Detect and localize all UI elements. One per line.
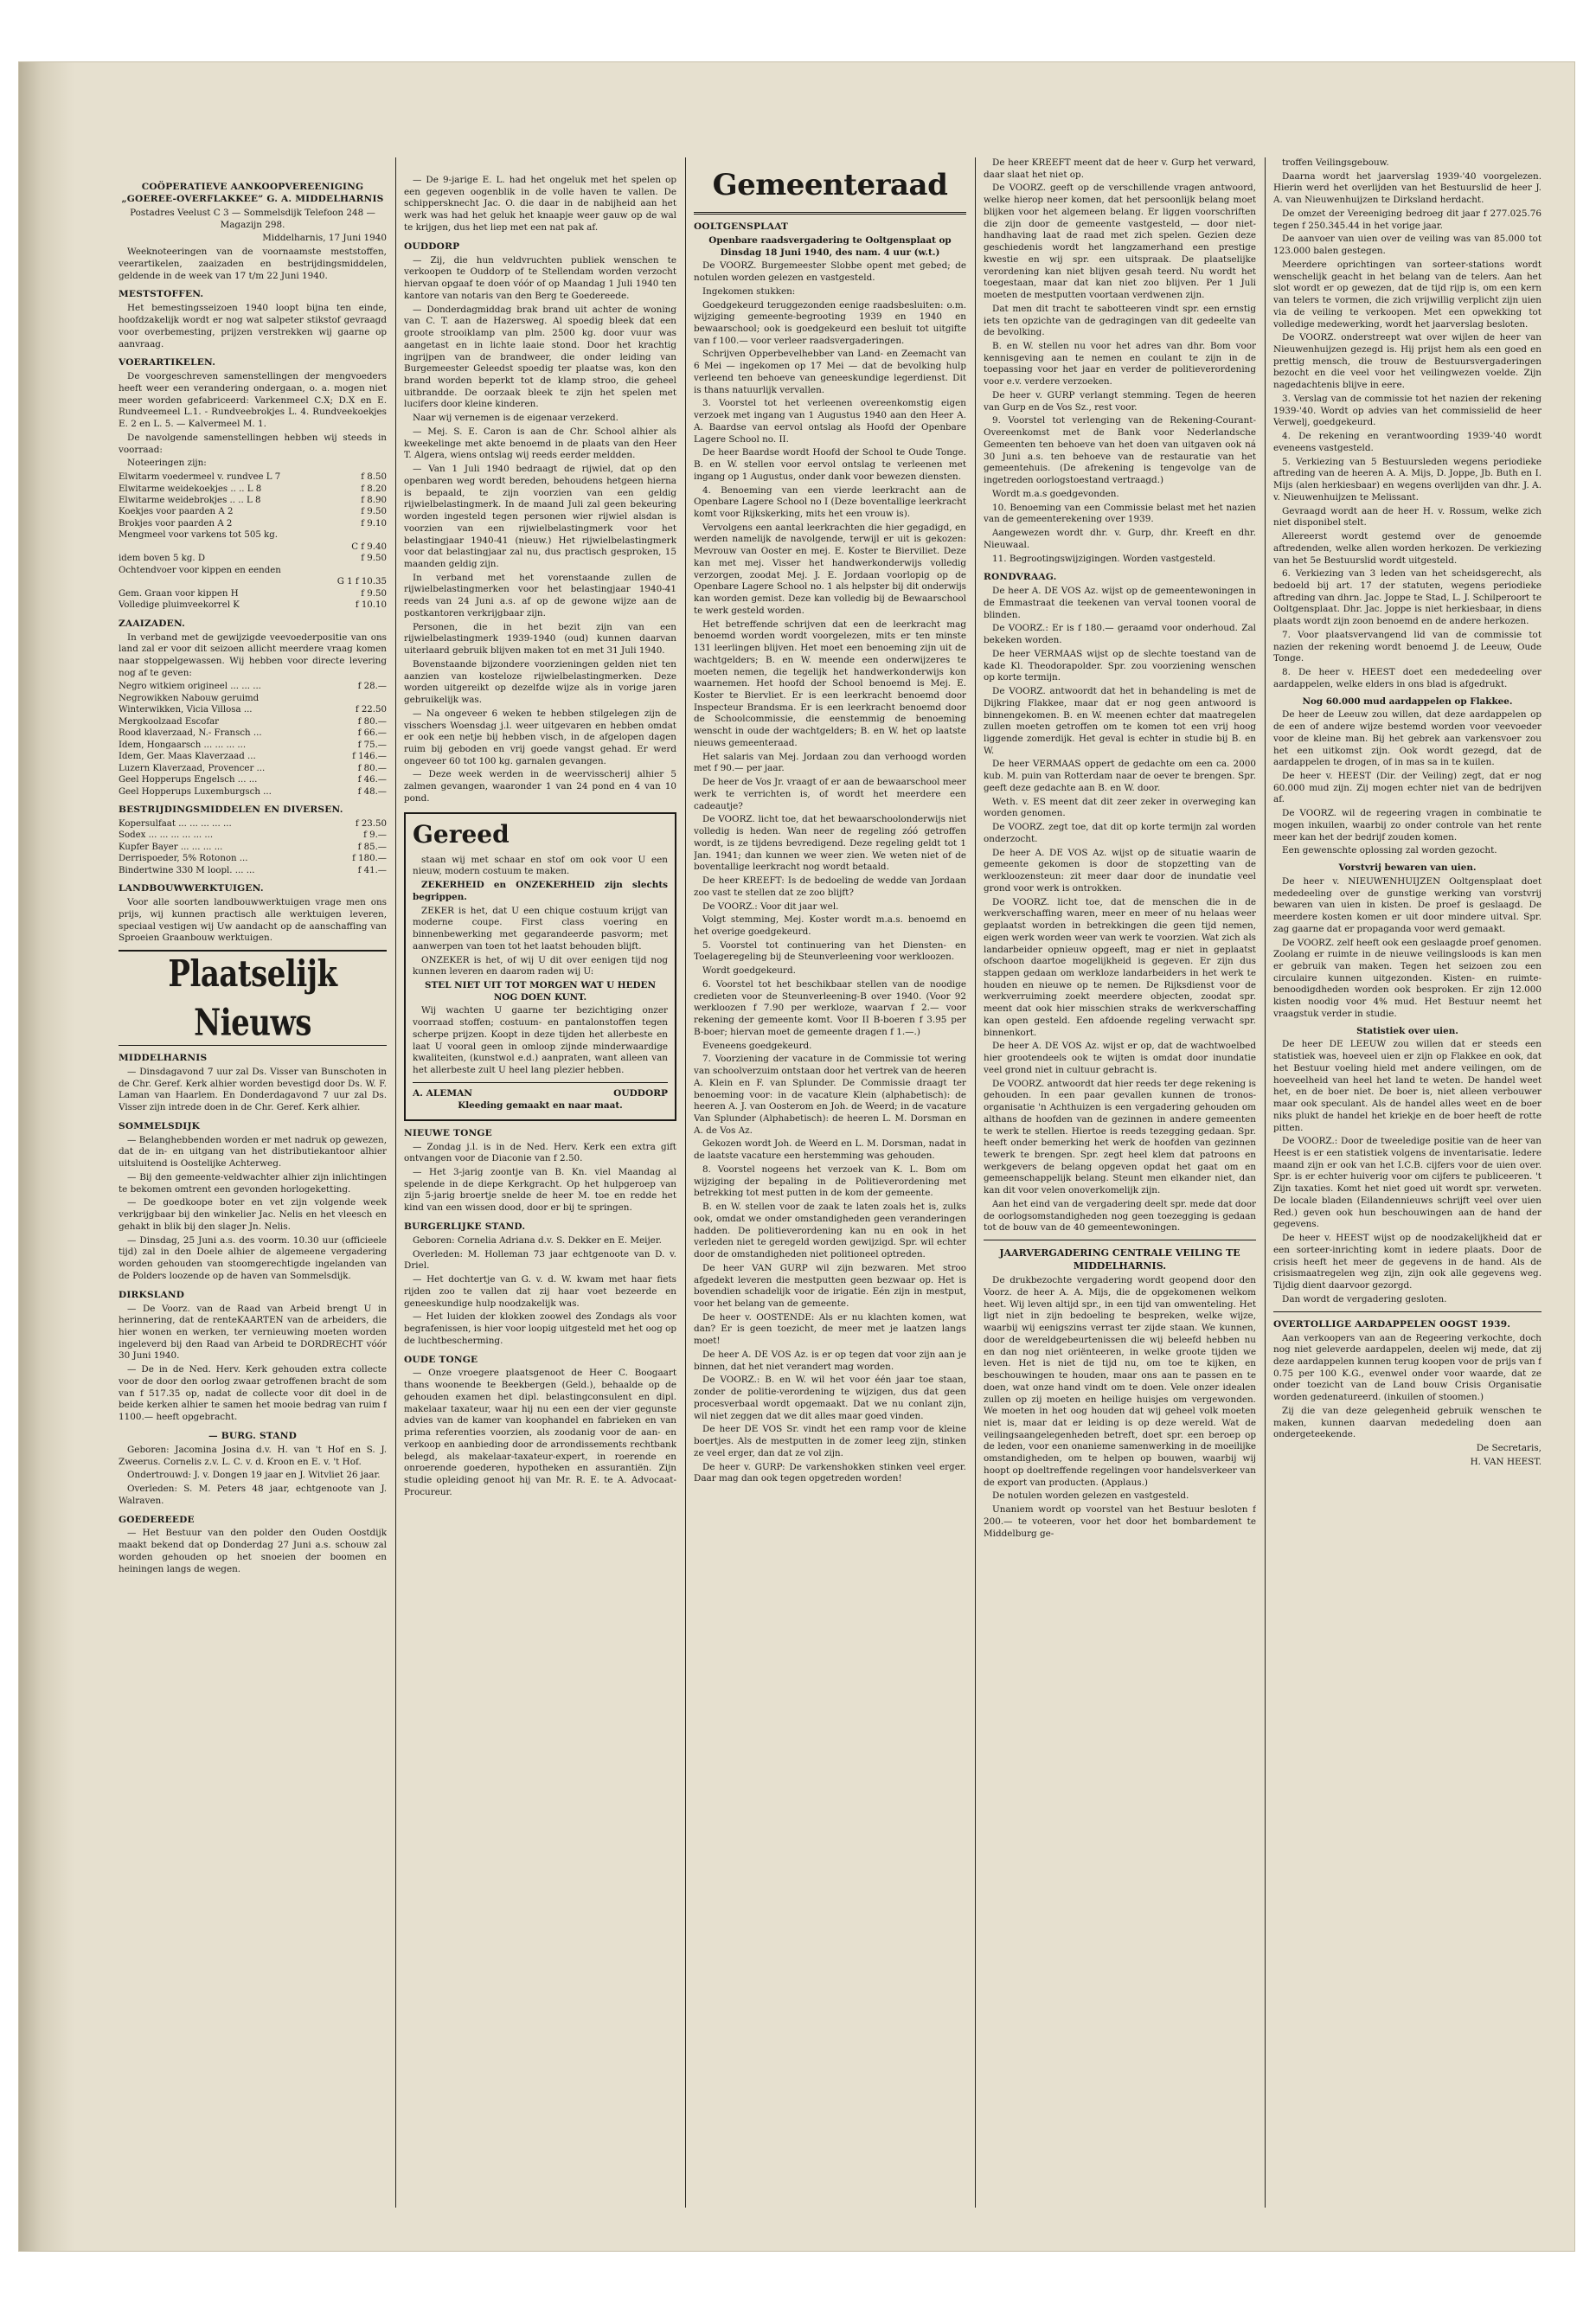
paragraph: 10. Benoeming van een Commissie belast met het nazien van de gemeenterekening over 1939. bbox=[984, 502, 1256, 525]
paragraph: — Dinsdagavond 7 uur zal Ds. Visser van Bunschoten in de Chr. Geref. Kerk alhier worden bevestigd door Ds. W. F. Laman van Haarlem. En Donderdagavond 7 uur zal Ds. Visser zijn intrede doen in de Chr. Geref. Kerk alhier. bbox=[119, 1066, 387, 1113]
price-item: Mergkoolzaad Escofar bbox=[119, 716, 220, 727]
price-value bbox=[324, 529, 387, 541]
paragraph: In verband met de gewijzigde veevoederpositie van ons land zal er voor dit seizoen allicht meerdere vraag komen naar stoppelgewassen. Wij hebben voor directe levering nog af te geven: bbox=[119, 631, 387, 678]
section-heading: ZAAIZADEN. bbox=[119, 618, 186, 629]
price-row bbox=[119, 506, 387, 517]
paragraph: Allereerst wordt gestemd over de genoemde aftredenden, welke allen worden herkozen. De verkiezing van het 5e Bestuurslid wordt uitgesteld. bbox=[1273, 531, 1542, 566]
price-value: f 9.— bbox=[363, 830, 387, 841]
price-table-zaai bbox=[119, 681, 387, 798]
section-heading: MIDDELHARNIS bbox=[119, 1052, 208, 1063]
price-row bbox=[119, 553, 387, 564]
paragraph: De VOORZ.: Door de tweeledige positie van de heer van Heest is er een statistiek volgens de inventarisatie. Iedere maand zijn er ook van het I.C.B. cijfers voor de uien over. Spr. is er echter huiverig voor om cijfers te publiceeren. 't Zijn taxaties. Komt het niet goed uit wordt spr. verweten. De locale bladen (Eilandennieuws schrijft veel over uien Red.) geven ook hun beschouwingen aan de hand der gegevens. bbox=[1273, 1136, 1542, 1230]
price-table-voer bbox=[119, 471, 387, 611]
price-value: f 48.— bbox=[357, 786, 387, 797]
paragraph: Noteeringen zijn: bbox=[127, 458, 207, 469]
paragraph: De heer KREEFT: Is de bedoeling de wedde van Jordaan zoo vast te stellen dat ze zoo blijft? bbox=[694, 875, 966, 898]
paragraph: De VOORZ. onderstreept wat over wijlen de heer van Nieuwenhuijzen gezegd is. Hij prijst hem als een goed en prettig mensch, die trouw de Bestuursvergaderingen bezocht en die veel voor het veilingwezen voelde. Zijn nagedachtenis blijve in eere. bbox=[1273, 332, 1542, 391]
signature-name: H. VAN HEEST. bbox=[1470, 1456, 1542, 1467]
paragraph: — De Voorz. van de Raad van Arbeid brengt U in herinnering, dat de renteKAARTEN van de arbeiders, die hier wonen en werken, ter vernieuwing moeten worden ingeleverd bij den Raad van Arbeid te DORDRECHT vóór 30 Juni 1940. bbox=[119, 1303, 387, 1362]
plaatselijk-nieuws-heading: Plaatselijk Nieuws bbox=[168, 952, 337, 1045]
paragraph: Ingekomen stukken: bbox=[702, 285, 796, 297]
paragraph: De heer Baardse wordt Hoofd der School te Oude Tonge. B. en W. stellen voor eervol ontslag te verleenen met ingang op 1 Augustus, onder dank voor bewezen diensten. bbox=[694, 447, 966, 482]
price-table-bestr bbox=[119, 818, 387, 876]
paragraph: — Belanghebbenden worden er met nadruk op gewezen, dat de in- en uitgang van het distributiekantoor alhier uitsluitend is Oostelijke Achterweg. bbox=[119, 1134, 387, 1170]
paragraph: Een gewenschte oplossing zal worden gezocht. bbox=[1282, 845, 1497, 856]
section-heading: OVERTOLLIGE AARDAPPELEN OOGST 1939. bbox=[1273, 1318, 1511, 1330]
ad-paragraph: STEL NIET UIT TOT MORGEN WAT U HEDEN NOG DOEN KUNT. bbox=[425, 979, 656, 1003]
paragraph: De notulen worden gelezen en vastgesteld. bbox=[992, 1490, 1189, 1502]
ad-advertiser: A. ALEMAN bbox=[413, 1087, 472, 1099]
price-row bbox=[119, 740, 387, 751]
price-item bbox=[119, 576, 324, 587]
price-item: Idem, Ger. Maas Klaverzaad ... bbox=[119, 752, 256, 762]
column-3 bbox=[694, 157, 966, 2234]
paragraph: Het salaris van Mej. Jordaan zou dan verhoogd worden met f 90.— per jaar. bbox=[694, 751, 966, 774]
subheading: Vorstvrij bewaren van uien. bbox=[1338, 862, 1477, 874]
price-row bbox=[119, 727, 387, 739]
paragraph: Geboren: Jacomina Josina d.v. H. van 't Hof en S. J. Zweerus. Cornelis z.v. L. C. v. d. Kroon en E. v. 't Hof. bbox=[119, 1444, 387, 1467]
paragraph: 6. Verkiezing van 3 leden van het scheidsgerecht, als bedoeld bij art. 17 der statuten, wegens periodieke aftreding van dhrn. Jac. Joppe te Stad, L. J. Schilperoort te Ooltgensplaat. Dhr. Jac. Joppe is niet herkiesbaar, in diens plaats wordt zijn zoon benoemd en de andere herkozen. bbox=[1273, 568, 1542, 627]
price-item: Luzern Klaverzaad, Provencer ... bbox=[119, 763, 266, 773]
paragraph: Daarna wordt het jaarverslag 1939-'40 voorgelezen. Hierin werd het overlijden van het Bestuurslid de heer J. A. van Nieuwenhuijzen te Dirksland herdacht. bbox=[1273, 170, 1542, 206]
paragraph: Het betreffende schrijven dat een de leerkracht mag benoemd worden wordt voorgelezen, mits er ten minste 131 leerlingen blijven. Het moet een benoeming zijn uit de wachtgelders; B. en W. meende een onderwijzeres te moeten nemen, die tegelijk het handwerkonderwijs kon waarnemen. Het hoofd der School benoemd is Mej. E. Koster te Biervliet. Er is een leerkracht benoemd door Inspecteur Brandsma. Er is een leerkracht benoemd door de Schoolcommissie, die eenstemmig de benoeming wenscht in oude der wachtgelders; B. en W. het op laatste nieuws gemeenteraad. bbox=[694, 619, 966, 748]
paragraph: De VOORZ.: Voor dit jaar wel. bbox=[702, 901, 839, 912]
column-1 bbox=[119, 175, 387, 2234]
price-item: Elwitarme weidebrokjes .. .. L 8 bbox=[119, 496, 261, 505]
paragraph: — Deze week werden in de weervisscherij alhier 5 zalmen gevangen, waaronder 1 van 24 pond en 4 van 10 pond. bbox=[404, 769, 676, 804]
paragraph: — Dinsdag, 25 Juni a.s. des voorm. 10.30 uur (officieele tijd) zal in den Doele alhier de algemeene vergadering worden gehouden van stoomgerechtigde ingelanden van de Polders loozende op de haven van Sommelsdijk. bbox=[119, 1234, 387, 1281]
price-item: Brokjes voor paarden A 2 bbox=[119, 518, 233, 529]
paragraph: Ondertrouwd: J. v. Dongen 19 jaar en J. Witvliet 26 jaar. bbox=[127, 1470, 381, 1481]
paragraph: Dat men dit tracht te sabotteeren vindt spr. een ernstig iets ten opzichte van de gedragingen van dit gedeelte van de bevolking. bbox=[984, 303, 1256, 338]
paragraph: 8. Voorstel nogeens het verzoek van K. L. Bom om wijziging der bepaling in de Politieverordening met betrekking tot mest putten in de kom der gemeente. bbox=[694, 1163, 966, 1199]
price-item bbox=[119, 542, 324, 553]
paragraph: Eveneens goedgekeurd. bbox=[702, 1040, 812, 1051]
paragraph: Overleden: S. M. Peters 48 jaar, echtgenoote van J. Walraven. bbox=[119, 1484, 387, 1506]
paragraph: De heer KREEFT meent dat de heer v. Gurp het verward, daar slaat het niet op. bbox=[984, 157, 1256, 180]
price-value: f 85.— bbox=[357, 842, 387, 852]
price-row bbox=[119, 704, 387, 715]
section-heading: VOERARTIKELEN. bbox=[119, 357, 216, 369]
price-item: Elwitarme weidekoekjes .. .. L 8 bbox=[119, 484, 262, 494]
price-item: Negrowikken Nabouw geruimd bbox=[119, 693, 260, 703]
price-value: f 80.— bbox=[357, 763, 387, 773]
paragraph: De heer A. DE VOS Az. is er op tegen dat voor zijn aan je binnen, dat het niet verandert mag worden. bbox=[694, 1349, 966, 1372]
paragraph: — Het 3-jarig zoontje van B. Kn. viel Maandag al spelende in de diepe Kerkgracht. Op het hulpgeroep van zijn 5-jarig broertje snelde de heer M. toe en redde het kind van een wissen dood, door er bij te springen. bbox=[404, 1167, 676, 1214]
signature-title: De Secretaris, bbox=[1476, 1443, 1542, 1454]
paragraph: De heer A. DE VOS Az. wijst op de gemeentewoningen in de Emmastraat die teekenen van verval toonen vooral de blinden. bbox=[984, 586, 1256, 620]
paragraph: De aanvoer van uien over de veiling was van 85.000 tot 123.000 balen gestegen. bbox=[1273, 234, 1542, 257]
paragraph: Personen, die in het bezit zijn van een rijwielbelastingmerk 1939-1940 (oud) kunnen daarvan uiterlaard gebruik blijven maken tot en met 31 Juli 1940. bbox=[404, 621, 676, 657]
price-row bbox=[119, 786, 387, 798]
section-heading: OUDE TONGE bbox=[404, 1354, 478, 1365]
binding-gutter bbox=[19, 62, 74, 2251]
paragraph: De VOORZ.: Er is f 180.— geraamd voor onderhoud. Zal bekeken worden. bbox=[984, 623, 1256, 646]
paragraph: — Bij den gemeente-veldwachter alhier zijn inlichtingen te bekomen omtrent een gevonden horlogeketting. bbox=[119, 1171, 387, 1195]
price-value: f 22.50 bbox=[355, 705, 387, 715]
price-row bbox=[119, 588, 387, 599]
paragraph: De VOORZ.: B. en W. wil het voor één jaar toe staan, zonder de politie-verordening te wijzigen, dus dat geen procesverbaal wordt opgemaakt. Dat we nu conlant zijn, wil niet zeggen dat we dit alles maar goed vinden. bbox=[694, 1375, 966, 1421]
paragraph: De VOORZ. antwoordt dat het in behandeling is met de Dijkring Flakkee, maar dat er nog geen antwoord is binnengekomen. B. en W. meenen echter dat maatregelen zullen moeten getroffen om te komen tot een vrij hoog liggende zomerdijk. Het geval is echter in studie bij B. en W. bbox=[984, 686, 1256, 756]
paragraph: 3. Voorstel tot het verleenen overeenkomstig eigen verzoek met ingang van 1 Augustus 1940 aan den Heer A. A. Baardse van eervol ontslag als Hoofd der Openbare Lagere School no. II. bbox=[694, 398, 966, 445]
ad-footer bbox=[413, 1088, 668, 1100]
price-value: f 80.— bbox=[357, 716, 387, 727]
paragraph: Aan het eind van de vergadering deelt spr. mede dat door de oorlogsomstandigheden nog geen toezegging is gedaan tot de bouw van de 40 gemeentewoningen. bbox=[984, 1198, 1256, 1234]
paragraph: In verband met het vorenstaande zullen de rijwielbelastingmerken voor het belastingjaar 1940-41 reeds van 24 Juni a.s. af op de gewone wijze aan de postkantoren verkrijgbaar zijn. bbox=[404, 572, 676, 619]
column-rule bbox=[395, 157, 396, 2208]
section-heading: BURGERLIJKE STAND. bbox=[404, 1221, 526, 1232]
paragraph: Geboren: Cornelia Adriana d.v. S. Dekker en E. Meijer. bbox=[413, 1234, 662, 1246]
column-2 bbox=[404, 175, 676, 2234]
price-value: f 9.50 bbox=[361, 507, 387, 517]
price-row bbox=[119, 565, 387, 576]
paragraph: De drukbezochte vergadering wordt geopend door den Voorz. de heer A. A. Mijs, die de opgekomenen welkom heet. Wij leven altijd spr., in een tijd van omwenteling. Het ligt niet in zijn bedoeling te bespreken, welke wijze, waarbij wij eenigszins verrast ter zijde staan. We kunnen, door de wereldgebeurtenissen die wij beleefd hebben nu en dan nog niet oriënteeren, in welke groote tijden we leven. Het is niet de tijd nu, om toe te kijken, en beschouwingen te houden, maar ons aan te passen en te doen, wat onze hand vindt om te doen. Vele onzer idealen zullen op zij moeten en heilige huisjes om vergewonden. We moeten in het oog houden dat wij geheel volk moeten niet is, maar dat er leiding is op deze wereld. Wat de veilingsaangelegenheden betreft, doet spr. een beroep op de leden, voor een onanieme samenwerking in de moeilijke omstandigheden, om te helpen op bouwen, waarbij wij hoopt op doeltreffende regelingen voor handelsverkeer van de export van producten. (Applaus.) bbox=[984, 1275, 1256, 1488]
paragraph: De heer v. GURP: De varkenshokken stinken veel erger. Daar mag dan ook tegen opgetreden worden! bbox=[694, 1461, 966, 1484]
paragraph: Gevraagd wordt aan de heer H. v. Rossum, welke zich niet disponibel stelt. bbox=[1273, 505, 1542, 529]
price-row bbox=[119, 576, 387, 587]
section-heading: MESTSTOFFEN. bbox=[119, 289, 204, 300]
price-item: Kopersulfaat ... ... ... ... ... bbox=[119, 818, 232, 829]
price-item: Geel Hopperups Engelsch ... ... bbox=[119, 775, 258, 785]
paragraph: — De 9-jarige E. L. had het ongeluk met het spelen op een gegeven oogenblik in de volle haven te vallen. De schippersknecht Jac. O. die daar in de nabijheid aan het werk was had het geluk het knaapje weer gauw op de wal te krijgen, dus het liep met een nat pak af. bbox=[404, 175, 676, 233]
paragraph: 8. De heer v. HEEST doet een mededeeling over aardappelen, welke elders in ons blad is afgedrukt. bbox=[1273, 667, 1542, 689]
price-value: G 1 f 10.35 bbox=[337, 577, 387, 587]
price-row bbox=[119, 751, 387, 762]
price-row bbox=[119, 693, 387, 704]
paragraph: Voor alle soorten landbouwwerktuigen vrage men ons prijs, wij kunnen practisch alle werktuigen leveren, speciaal vestigen wij Uw aandacht op de aanschaffing van Sproeien Graanbouw werktuigen. bbox=[119, 897, 387, 944]
paragraph: Volgt stemming, Mej. Koster wordt m.a.s. benoemd en het overige goedgekeurd. bbox=[694, 914, 966, 937]
paragraph: Wordt m.a.s goedgevonden. bbox=[992, 488, 1119, 499]
divider bbox=[694, 212, 966, 215]
paragraph: De VOORZ. wil de regeering vragen in combinatie te mogen inkuilen, waarbij zo onder controle van het rente meer kan het der bedrijf zouden komen. bbox=[1273, 808, 1542, 843]
paragraph: 5. Verkiezing van 5 Bestuursleden wegens periodieke aftreding van de heeren A. A. Mijs, D. Joppe, Jb. Buth en I. Mijs (alen herkiesbaar) en wegens overlijden van dhr. J. A. v. Nieuwenhuijzen te Melissant. bbox=[1273, 456, 1542, 503]
newspaper-page bbox=[19, 62, 1574, 2251]
paragraph: De heer DE VOS Sr. vindt het een ramp voor de kleine boertjes. Als de mestputten in de zomer leeg zijn, stinken ze veel erger, dan dat ze vol zijn. bbox=[694, 1424, 966, 1458]
paragraph: Goedgekeurd teruggezonden eenige raadsbesluiten: o.m. wijziging gemeente-begrooting 1939 en 1940 en bewaarschool; ook is goedgekeurd een besluit tot uitgifte van f 100.— voor verleer raadsvergaderingen. bbox=[694, 299, 966, 346]
price-item: Negro witkiem origineel ... ... ... bbox=[119, 682, 261, 692]
paragraph: De heer A. DE VOS Az. wijst er op, dat de wachtwoelbed hier grootendeels ook te wijten is omdat door inundatie veel grond niet in cultuur gebracht is. bbox=[984, 1041, 1256, 1075]
paragraph: De heer de Leeuw zou willen, dat deze aardappelen op de een of andere wijze bestemd worden voor veevoeder voor de kleine man. Bij het gebrek aan varkensvoer zou het een uitkomst zijn. Ook wordt gezegd, dat de aardappelen te drogen, of in mas sa in te kuilen. bbox=[1273, 709, 1542, 768]
gemeenteraad-heading: Gemeenteraad bbox=[712, 168, 948, 202]
paragraph: Gekozen wordt Joh. de Weerd en L. M. Dorsman, nadat in de laatste vacature een herstemming was gehouden. bbox=[694, 1138, 966, 1162]
paragraph: — Donderdagmiddag brak brand uit achter de woning van C. T. aan de Hazersweg. Al spoedig bleek dat een groote strooiklamp van plm. 2500 kg. door vuur was aangetast en in lichte laaie stond. Door het krachtig ingrijpen van de brandweer, die onder leiding van Burgemeester Geleedst spoedig ter plaatse was, kon den brand worden beperkt tot de klamp stroo, die geheel uitbrandde. De oorzaak bleek te zijn het spelen met lucifers door kleine kinderen. bbox=[404, 304, 676, 410]
price-row bbox=[119, 681, 387, 692]
price-item: Sodex ... ... ... ... ... ... bbox=[119, 830, 214, 841]
paragraph: De heer de Vos Jr. vraagt of er aan de bewaarschool meer werk te verrichten is, of wordt het meerdere een cadeautje? bbox=[694, 777, 966, 811]
price-item: Derrispoeder, 5% Rotonon ... bbox=[119, 854, 248, 864]
price-value bbox=[324, 565, 387, 576]
paragraph: 9. Voorstel tot verlenging van de Rekening-Courant-Overeenkomst met de Bank voor Nederlandsche Gemeenten ten behoeve van het doen van uitgaven ook ná 30 Juni a.s. ten behoeve van de restauratie van het gemeentehuis. (De afrekening is tengevolge van de ingetreden oorlogstoestand vertraagd.) bbox=[984, 415, 1256, 486]
paragraph: De heer v. HEEST (Dir. der Veiling) zegt, dat er nog 60.000 mud zijn. Zij mogen echter niet van de bedrijven af. bbox=[1273, 770, 1542, 805]
ad-paragraph: ZEKERHEID en ONZEKERHEID zijn slechts begrippen. bbox=[413, 880, 668, 902]
paragraph: De VOORZ. geeft op de verschillende vragen antwoord, welke hierop neer komen, dat het persoonlijk belang moet blijken voor het algemeen belang. Er liggen voorschriften die zijn door de gemeente vastgesteld, — door niet-handhaving laat de raad met zich spelen. Gezien deze geschiedenis wordt het langzamerhand een prestige kwestie en wij spr. een uitspraak. De plaatselijke verordening kan niet blijven gesah teerd. Nu wordt het toegestaan, maar dat kan niet zoo blijven. Per 1 Juli moeten de mestputten voortaan verdwenen zijn. bbox=[984, 183, 1256, 301]
price-row bbox=[119, 542, 387, 553]
price-row bbox=[119, 865, 387, 876]
paragraph: De VOORZ. zelf heeft ook een geslaagde proef genomen. Zoolang er ruimte in de nieuwe veilingsloods is kan men er gebruik van maken. Tegen het seizoen zou een circulaire kunnen uitgezonden. Kisten- en ruimte-benoodigdheden worden ook besproken. Er zijn 12.000 kisten noodig voor 4% mud. Het Bestuur neemt het vraagstuk verder in studie. bbox=[1273, 937, 1542, 1019]
price-row bbox=[119, 774, 387, 785]
paragraph: troffen Veilingsgebouw. bbox=[1282, 157, 1389, 168]
paragraph: — Zondag j.l. is in de Ned. Herv. Kerk een extra gift ontvangen voor de Diaconie van f 2.50. bbox=[404, 1141, 676, 1164]
paragraph: De heer DE LEEUW zou willen dat er steeds een statistiek was, hoeveel uien er zijn op Flakkee en ook, dat het Bestuur voeling hield met andere veilingen, om de hoeveelheid van heel het land te weten. De handel weet het, en de boer niet. De boer is, niet alleen verbouwer maar ook speculant. Als de handel alles weet en de boer niks plukt de handel het kriekje en de boer heeft de rotte pitten. bbox=[1273, 1039, 1542, 1133]
price-row bbox=[119, 599, 387, 611]
price-row bbox=[119, 484, 387, 495]
price-row bbox=[119, 853, 387, 864]
price-row bbox=[119, 716, 387, 727]
paragraph: De VOORZ. Burgemeester Slobbe opent met gebed; de notulen worden gelezen en vastgesteld. bbox=[694, 260, 966, 284]
paragraph: Meerdere oprichtingen van sorteer-stations wordt wenschelijk geacht in het belang van de telers. Aan het slot wordt er op gewezen, dat de tijd rijp is, om een kern van telers te vormen, die zich vrijwillig verplicht zijn uien via de veiling te verkoopen. Met een opwekking tot volledige medewerking, wordt het jaarverslag besloten. bbox=[1273, 259, 1542, 330]
price-row bbox=[119, 529, 387, 541]
price-row bbox=[119, 830, 387, 841]
ad-paragraph: ONZEKER is het, of wij U dit over eenigen tijd nog kunnen leveren en daarom raden wij U: bbox=[413, 954, 668, 977]
paragraph: — Het dochtertje van G. v. d. W. kwam met haar fiets rijden zoo te vallen dat zij haar voet bezeerde en geneeskundige hulp noodzakelijk was. bbox=[404, 1274, 676, 1309]
paragraph: De omzet der Vereeniging bedroeg dit jaar f 277.025.76 tegen f 250.345.44 in het vorige jaar. bbox=[1273, 208, 1542, 231]
section-heading: RONDVRAAG. bbox=[984, 572, 1057, 583]
price-value: f 180.— bbox=[352, 854, 387, 864]
price-item: Geel Hopperups Luxemburgsch ... bbox=[119, 786, 272, 797]
price-item: Mengmeel voor varkens tot 505 kg. bbox=[119, 530, 278, 541]
paragraph: De VOORZ. licht toe, dat de menschen die in de werkverschaffing waren, meer en meer of nu helaas weer geplaatst worden in betrekkingen die geen tijd nemen, eigen werk worden weer van werk te voorzien. Wat zich als landarbeider opnieuw opgeeft, mag er niet in geplaatst ofschoon daartoe mogelijkheid is gegeven. Er zijn dus stappen gedaan om werkloze landarbeiders in het werk te houden en nieuwe op te nemen. De Rijksdienst voor de werkverruiming zoekt meerdere objecten, zoodat spr. meent dat ook hier misschien straks de werkverschaffing kan open gesteld. Een afdoende regeling verwacht spr. binnenkort. bbox=[984, 896, 1256, 1038]
subheading: Statistiek over uien. bbox=[1356, 1025, 1458, 1036]
price-row bbox=[119, 471, 387, 483]
price-item: Koekjes voor paarden A 2 bbox=[119, 507, 234, 517]
paragraph: Weeknoteeringen van de voornaamste meststoffen, veerartikelen, zaaizaden en bestrijdingsmiddelen, geldende in de week van 17 t/m 22 Juni 1940. bbox=[119, 247, 387, 281]
paragraph: B. en W. stellen nu voor het adres van dhr. Bom voor kennisgeving aan te nemen en coulant te zijn in de toepassing voor het jaar en verder de politieverordening voor e.v. verdere verzoeken. bbox=[984, 341, 1256, 388]
price-item: idem boven 5 kg. D bbox=[119, 554, 206, 564]
ad-title: Gereed bbox=[413, 819, 510, 849]
paragraph: — Het luiden der klokken zoowel des Zondags als voor begrafenissen, is hier voor loopig uitgesteld met het oog op de luchtbescherming. bbox=[404, 1311, 676, 1346]
paragraph: — Zij, die hun veldvruchten publiek wenschen te verkoopen te Ouddorp of te Stellendam worden verzocht hiervan opgaaf te doen vóór of op Maandag 1 Juli 1940 ten kantore van notaris van den Berg te Goedereede. bbox=[404, 254, 676, 301]
price-item: Rood klaverzaad, N.- Fransch ... bbox=[119, 728, 262, 739]
paragraph: 3. Verslag van de commissie tot het nazien der rekening 1939-'40. Wordt op advies van het commissielid de heer Verwelj, goedgekeurd. bbox=[1273, 393, 1542, 428]
section-heading: LANDBOUWWERKTUIGEN. bbox=[119, 883, 264, 894]
price-value: f 146.— bbox=[352, 752, 387, 762]
paragraph: Aangewezen wordt dhr. v. Gurp, dhr. Kreeft en dhr. Nieuwaal. bbox=[984, 528, 1256, 550]
column-rule bbox=[975, 157, 976, 2208]
price-value: f 10.10 bbox=[355, 600, 387, 611]
paragraph: 4. De rekening en verantwoording 1939-'40 wordt eveneens vastgesteld. bbox=[1273, 431, 1542, 453]
column-rule bbox=[1265, 157, 1266, 2208]
price-value: f 75.— bbox=[357, 740, 387, 750]
paragraph: De heer A. DE VOS Az. wijst op de situatie waarin de gemeente gekomen is door de stopzetting van de werkloozensteun: zit meer daar door de inundatie veel grond voor werk is ontrokken. bbox=[984, 847, 1256, 894]
price-value: f 23.50 bbox=[355, 818, 387, 829]
price-row bbox=[119, 763, 387, 774]
paragraph: — De in de Ned. Herv. Kerk gehouden extra collecte voor de door den oorlog zwaar getroffenen bracht de som van f 517.35 op, nadat de collecte voor dit doel in de beide kerken alhier te samen het mooie bedrag van ruim f 1100.— heeft opgebracht. bbox=[119, 1364, 387, 1423]
price-value: f 41.— bbox=[357, 865, 387, 875]
paragraph: De VOORZ. licht toe, dat het bewaarschoolonderwijs niet volledig is heden. Wan neer de regeling zóó getroffen wordt, is ze tijdens bevredigend. Deze regeling geldt tot 1 Jan. 1941; dan kunnen we weer zien. We weten niet of de boventallige leerkracht nog wordt betaald. bbox=[694, 814, 966, 873]
subheading: Nog 60.000 mud aardappelen op Flakkee. bbox=[1302, 695, 1513, 707]
price-row bbox=[119, 818, 387, 830]
paragraph: — Mej. S. E. Caron is aan de Chr. School alhier als kweekelinge met akte benoemd in de plaats van den Heer T. Algera, wiens ontslag wij reeds eerder meldden. bbox=[404, 426, 676, 461]
price-row bbox=[119, 842, 387, 853]
paragraph: Schrijven Opperbevelhebber van Land- en Zeemacht van 6 Mei — ingekomen op 17 Mei — dat de bevolking hulp verleend ten behoeve van geneeskundige legerdienst. Dit is thans natuurlijk vervallen. bbox=[694, 349, 966, 395]
section-heading: — BURG. STAND bbox=[208, 1430, 297, 1441]
paragraph: Wordt goedgekeurd. bbox=[702, 965, 796, 977]
paragraph: 7. Voor plaatsvervangend lid van de commissie tot nazien der rekening wordt benoemd J. de Leeuw, Oude Tonge. bbox=[1273, 629, 1542, 664]
ad-location: OUDDORP bbox=[613, 1087, 668, 1099]
paragraph: De heer v. OOSTENDE: Als er nu klachten komen, wat dan? Er is geen toezicht, de meer met je laatzen langs moet! bbox=[694, 1311, 966, 1347]
paragraph: 6. Voorstel tot het beschikbaar stellen van de noodige credieten voor de Steunverleening-B over 1940. (Voor 92 werkloozen f 7.90 per werkloze, waarvan f 2.— voor rekening der gemeente komt. Voor II B-boeren f 3.95 per B-boer; hiervan moet de gemeente dragen f 1.—.) bbox=[694, 978, 966, 1037]
section-heading: OOLTGENSPLAAT bbox=[694, 221, 789, 232]
section-heading: SOMMELSDIJK bbox=[119, 1120, 201, 1131]
section-heading: DIRKSLAND bbox=[119, 1289, 185, 1300]
price-value: f 8.90 bbox=[361, 496, 387, 505]
coop-date: Middelharnis, 17 Juni 1940 bbox=[262, 233, 387, 244]
paragraph: Aan verkoopers van aan de Regeering verkochte, doch nog niet geleverde aardappelen, deelen wij mede, dat zij deze aardappelen kunnen terug koopen voor de prijs van f 0.75 per 100 K.G., evenwel onder voor waarde, dat ze onder toezicht van de Land bouw Crisis Organisatie worden gedenatureerd. (inkuilen of stoomen.) bbox=[1273, 1332, 1542, 1403]
paragraph: Het bemestingsseizoen 1940 loopt bijna ten einde, hoofdzakelijk wordt er nog wat salpeter stikstof gevraagd voor overbemesting, prijzen verstrekken wij gaarne op aanvraag. bbox=[119, 303, 387, 349]
paragraph: De VOORZ. zegt toe, dat dit op korte termijn zal worden onderzocht. bbox=[984, 822, 1256, 844]
paragraph: B. en W. stellen voor de zaak te laten zoals het is, zulks ook, omdat we onder omstandigheden geen veranderingen hadden. De politieverordening kan nu en ook in het verleden niet te geregeld worden gewijzigd. Spr. wil echter door de omstandigheden niet politioneel optreden. bbox=[694, 1202, 966, 1260]
paragraph: De heer VAN GURP wil zijn bezwaren. Met stroo afgedekt leveren die mestputten geen bezwaar op. Het is bovendien schadelijk voor de irigatie. Eén zijn in mestput, voor het belang van de gemeente. bbox=[694, 1262, 966, 1309]
paragraph: Bovenstaande bijzondere voorzieningen gelden niet ten aanzien van kosteloze rijwielbelastingmerken. Deze worden uitgereikt op dezelfde wijze als in vorige jaren gebruikelijk was. bbox=[404, 658, 676, 706]
paragraph: Vervolgens een aantal leerkrachten die hier gegadigd, en werden namelijk de navolgende, terwijl er uit is gekozen: Mevrouw van Ooster en mej. E. Koster te Bierviliet. Deze kan met mej. Visser het handwerkonderwijs volledig verzorgen, zoodat Mej. J. E. Jordaan voorlopig op de Openbare Lagere School no. 1 als helpster bij dit onderwijs kan worden gemist. Deze kan volledig bij de Bewaarschool te werk gesteld worden. bbox=[694, 522, 966, 616]
section-heading: GOEDEREEDE bbox=[119, 1514, 195, 1525]
subheading: Openbare raadsvergadering te Ooltgensplaat op Dinsdag 18 Juni 1940, des nam. 4 uur (w.t.) bbox=[708, 234, 952, 258]
ad-paragraph: ZEKER is het, dat U een chique costuum krijgt van moderne coupe. First class voering en binnenbewerking met gegarandeerde pasvorm; met aanwerpen van toen tot het laatst behouden blijft. bbox=[413, 905, 668, 952]
price-value: f 8.20 bbox=[361, 484, 387, 494]
ad-subline: Kleeding gemaakt en naar maat. bbox=[458, 1099, 623, 1111]
price-value: f 9.10 bbox=[361, 518, 387, 529]
paragraph: Zij die van deze gelegenheid gebruik wenschen te maken, kunnen daarvan mededeling doen aan ondergeteekende. bbox=[1273, 1405, 1542, 1440]
paragraph: De heer VERMAAS wijst op de slechte toestand van de kade Kl. Theodorapolder. Spr. zou voorziening wenschen op korte termijn. bbox=[984, 648, 1256, 683]
price-value: C f 9.40 bbox=[351, 542, 387, 552]
paragraph: — De goedkoope boter en vet zijn volgende week verkrijgbaar bij den winkelier Jac. Nelis en het vleesch en gehakt in blik bij den slager Jn. Nelis. bbox=[119, 1197, 387, 1232]
paragraph: Weth. v. ES meent dat dit zeer zeker in overweging kan worden genomen. bbox=[984, 796, 1256, 819]
price-value: f 9.50 bbox=[361, 554, 387, 564]
column-5 bbox=[1273, 157, 1542, 2234]
section-heading: BESTRIJDINGSMIDDELEN EN DIVERSEN. bbox=[119, 804, 343, 815]
ad-paragraph: Wij wachten U gaarne ter bezichtiging onzer voorraad stoffen; costuum- en pantalonstoffen tegen scherpe prijzen. Koopt in deze tijden het allerbeste en laat U vooral geen in omloop zijnde minderwaardige kwaliteiten, (kunstwol e.d.) aanpraten, want alleen van het allerbeste zult U heel lang plezier hebben. bbox=[413, 1005, 668, 1076]
price-item: Idem, Hongaarsch ... ... ... ... bbox=[119, 740, 247, 750]
section-heading: NIEUWE TONGE bbox=[404, 1127, 492, 1138]
paragraph: — Onze vroegere plaatsgenoot de Heer C. Boogaart thans woonende te Beekbergen (Geld.), behaalde op de gehouden examen het dipl. belastingconsulent en dipl. makelaar taxateur, waar hij nu een een der vier gegunste advies van de kamer van koophandel en fabrieken en van prima referenties voorzien, als zoodanig voor de aan- en verkoop en aanbieding door de arrondissements rechtbank belegd, als makelaar-taxateur-expert, in roerende en onroerende goederen, hypotheken en assurantiën. Zijn studie opleiding genoot hij van Mr. R. E. te A. Advocaat-Procureur. bbox=[404, 1368, 676, 1497]
paragraph: De voorgeschreven samenstellingen der mengvoeders heeft weer een verandering ondergaan, o. a. mogen niet meer worden gefabriceerd: Varkenmeel C.X; D.X en E. Rundveemeel L.1. - Rundveebrokjes L. 4. Rundveekoekjes E. 2 en L. 5. — Kalvermeel M. 1. bbox=[119, 371, 387, 430]
paragraph: De heer v. GURP verlangt stemming. Tegen de heeren van Gurp en de Vos Sz., rest voor. bbox=[984, 389, 1256, 413]
section-heading: OUDDORP bbox=[404, 240, 460, 252]
paragraph: 4. Benoeming van een vierde leerkracht aan de Openbare Lagere School no I (Deze boventallige leerkracht komt voor Rijkskerking, mits het een vrouw is). bbox=[694, 484, 966, 519]
price-row bbox=[119, 518, 387, 529]
price-value: f 8.50 bbox=[361, 472, 387, 483]
price-item: Elwitarm voedermeel v. rundvee L 7 bbox=[119, 472, 281, 483]
price-value: f 46.— bbox=[357, 775, 387, 785]
divider bbox=[1273, 1311, 1542, 1312]
paragraph: De VOORZ. antwoordt dat hier reeds ter dege rekening is gehouden. In een paar gevallen kunnen de tronos-organisatie 'n Achthuizen is een vergadering gehouden om althans de hoofden van de gezinnen in andere gemeenten te werk te stellen. Hiertoe is reeds tezegging gedaan. Spr. heeft onder bemerking het werk de hoofden van gezinnen tewerk te brengen. Spr. zegt heel klem dat patroons en werkgevers de belang opgeven opdat het gaat om en gemeenschappelijk belang. Steunt men elkander niet, dan kan dit voor velen onoverkomelijk zijn. bbox=[984, 1078, 1256, 1196]
paragraph: Dan wordt de vergadering gesloten. bbox=[1282, 1293, 1447, 1304]
price-row bbox=[119, 495, 387, 506]
paragraph: 11. Begrootingswijzigingen. Worden vastgesteld. bbox=[992, 553, 1216, 564]
paragraph: — Na ongeveer 6 weken te hebben stilgelegen zijn de visschers Woensdag j.l. weer uitgevaren en hebben omdat er ook een netje bij hebben visch, in de afgelopen dagen ruim bij geboden en vrij goede vangst gehad. Er werd ongeveer 60 tot 100 kg. garnalen gevangen. bbox=[404, 708, 676, 766]
price-item: Gem. Graan voor kippen H bbox=[119, 588, 239, 599]
paragraph: — Van 1 Juli 1940 bedraagt de rijwiel, dat op den openbaren weg wordt bereden, behoudens hetgeen hierna is bepaald, te zijn voorzien van een geldig rijwielbelastingmerk. In de maand Juli zal geen bekeuring worden ingesteld tegen personen wier rijwiel alsdan is voorzien van een rijwielbelastingmerk voor het belastingjaar 1940-41 (nieuw.) Het rijwielbelastingmerk voor dat belastingjaar zal nu, dus practisch gesproken, 15 maanden geldig zijn. bbox=[404, 464, 676, 569]
price-value: f 9.50 bbox=[361, 588, 387, 599]
column-rule bbox=[685, 157, 686, 2208]
price-item: Bindertwine 330 M loopl. ... ... bbox=[119, 865, 255, 875]
price-item: Kupfer Bayer ... ... ... ... bbox=[119, 842, 223, 852]
paragraph: De heer v. HEEST wijst op de noodzakelijkheid dat er een sorteer-inrichting komt in iedere plaats. Door de crisis heeft het meer de gegevens in de hand. Als de crisismaatregelen weg zijn, zijn ook alle gegevens weg. Tijdig dient daarvoor gezorgd. bbox=[1273, 1233, 1542, 1292]
paragraph: 7. Voorziening der vacature in de Commissie tot wering van schoolverzuim ontstaan door het vertrek van de heeren A. Klein en F. van Splunder. De Commissie draagt ter benoeming voor: in de vacature Klein (alphabetisch): de heeren A. J. van Oosterom en Joh. de Weerd; in de vacature Van Splunder (Alphabetisch): de heeren L. M. Dorsman en A. de Vos Az. bbox=[694, 1054, 966, 1136]
coop-address: Postadres Veelust C 3 — Sommelsdijk Telefoon 248 — Magazijn 298. bbox=[130, 207, 375, 230]
price-value bbox=[337, 693, 387, 704]
price-item: Volledige pluimveekorrel K bbox=[119, 600, 240, 611]
paragraph: 5. Voorstel tot continuering van het Diensten- en Toelageregeling bij de Steunverleening voor werkloozen. bbox=[694, 939, 966, 963]
paragraph: Unaniem wordt op voorstel van het Bestuur besloten f 200.— te voteeren, voor het door het bombardement te Middelburg ge- bbox=[984, 1504, 1256, 1539]
price-value: f 66.— bbox=[357, 728, 387, 739]
paragraph: Overleden: M. Holleman 73 jaar echtgenoote van D. v. Driel. bbox=[404, 1248, 676, 1272]
coop-heading: COÖPERATIEVE AANKOOPVEREENIGING „GOEREE-OVERFLAKKEE” G. A. MIDDELHARNIS bbox=[121, 182, 384, 204]
paragraph: — Het Bestuur van den polder den Ouden Oostdijk maakt bekend dat op Donderdag 27 Juni a.s. schouw zal worden gehouden op het snoeien der boomen en heiningen langs de wegen. bbox=[119, 1528, 387, 1574]
advertisement-aleman bbox=[404, 812, 676, 1121]
price-item: Ochtendvoer voor kippen en eenden bbox=[119, 565, 281, 575]
price-item: Winterwikken, Vicia Villosa ... bbox=[119, 705, 253, 715]
divider bbox=[413, 1082, 668, 1083]
section-heading: JAARVERGADERING CENTRALE VEILING TE MIDDELHARNIS. bbox=[999, 1247, 1240, 1272]
paragraph: De heer VERMAAS oppert de gedachte om een ca. 2000 kub. M. puin van Rotterdam naar de oever te brengen. Spr. geeft deze gedachte aan B. en W. door. bbox=[984, 759, 1256, 793]
paragraph: De navolgende samenstellingen hebben wij steeds in voorraad: bbox=[119, 432, 387, 455]
paragraph: Naar wij vernemen is de eigenaar verzekerd. bbox=[413, 413, 619, 424]
price-value: f 28.— bbox=[357, 682, 387, 692]
paragraph: De heer v. NIEUWENHUIJZEN Ooltgensplaat doet mededeeling over de gunstige werking van vorstvrij bewaren van uien in kisten. De proef is geslaagd. De meerdere kosten komen er uit door mindere uitval. Spr. zag gaarne dat er propaganda voor werd gemaakt. bbox=[1273, 875, 1542, 934]
ad-paragraph: staan wij met schaar en stof om ook voor U een nieuw, modern costuum te maken. bbox=[413, 854, 668, 877]
column-4 bbox=[984, 157, 1256, 2234]
